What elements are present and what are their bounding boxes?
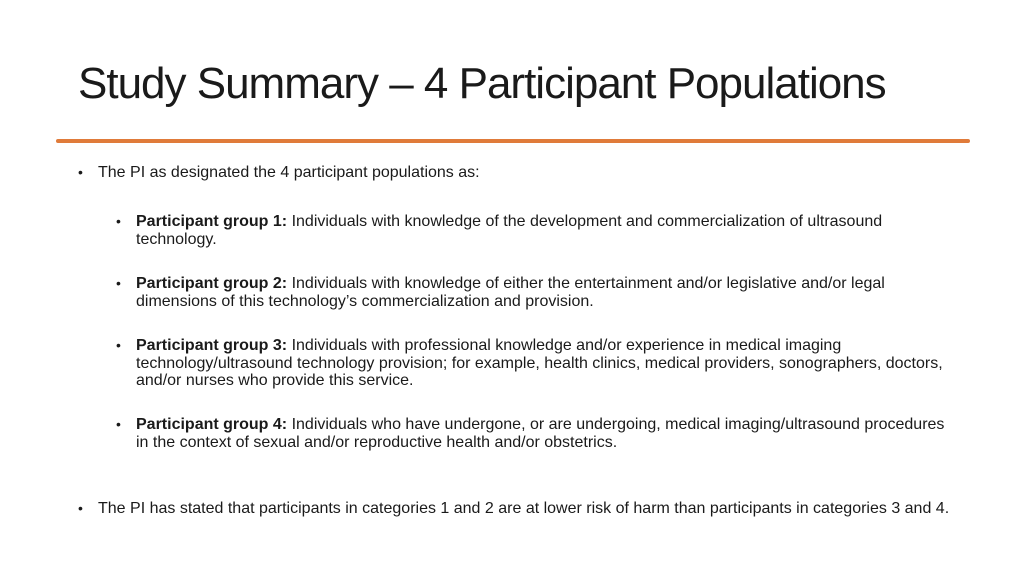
group-1-description: Individuals with knowledge of the development and commercialization of ultrasound technology.: [136, 213, 883, 248]
intro-bullet: [78, 164, 958, 182]
bullet-icon: •: [116, 213, 121, 229]
title-divider: [56, 139, 970, 143]
slide-title: Study Summary – 4 Participant Populations: [78, 59, 886, 108]
bullet-icon: •: [116, 416, 121, 432]
group-1-text: [136, 213, 956, 248]
group-4-label: Participant group 4:: [136, 416, 288, 433]
group-3-bullet: [116, 337, 956, 390]
group-4-text: [136, 416, 956, 451]
group-3-label: Participant group 3:: [136, 337, 288, 354]
group-3-text: [136, 337, 956, 390]
bullet-icon: •: [78, 500, 83, 516]
group-3-description: Individuals with professional knowledge and/or experience in medical imaging technology/ultrasound technology provision; for example, health clinics, medical providers, sonographers, doctors, and/or nurses who provide this service.: [136, 337, 943, 389]
group-2-text: [136, 275, 956, 310]
group-2-description: Individuals with knowledge of either the entertainment and/or legislative and/or legal dimensions of this technology’s commercialization and provision.: [136, 275, 885, 310]
bullet-icon: •: [116, 337, 121, 353]
conclusion-text: The PI has stated that participants in categories 1 and 2 are at lower risk of harm than participants in categories 3 and 4.: [98, 500, 950, 517]
conclusion-bullet: [78, 500, 958, 518]
group-2-label: Participant group 2:: [136, 275, 288, 292]
group-1-label: Participant group 1:: [136, 213, 288, 230]
bullet-icon: •: [78, 164, 83, 180]
bullet-icon: •: [116, 275, 121, 291]
group-1-bullet: [116, 213, 956, 248]
group-4-description: Individuals who have undergone, or are undergoing, medical imaging/ultrasound procedures in the context of sexual and/or reproductive health and/or obstetrics.: [136, 416, 945, 451]
group-4-bullet: [116, 416, 956, 451]
intro-text: The PI as designated the 4 participant populations as:: [98, 164, 480, 181]
group-2-bullet: [116, 275, 956, 310]
